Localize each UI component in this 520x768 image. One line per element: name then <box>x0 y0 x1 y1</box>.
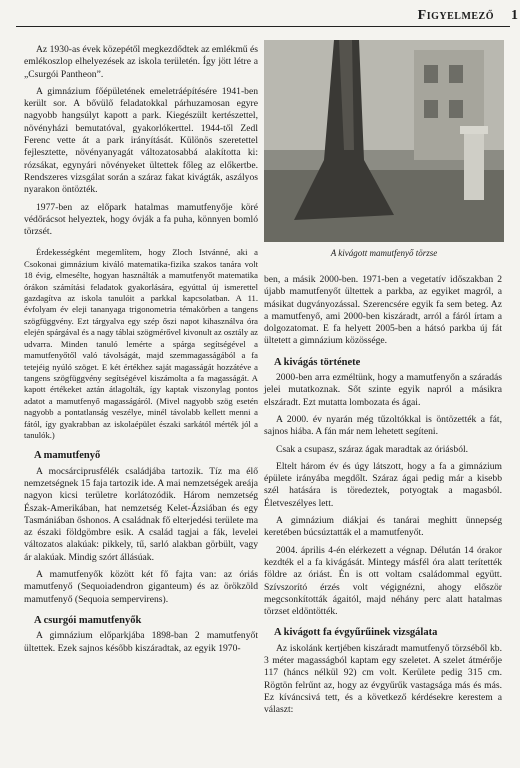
right-column <box>264 274 502 717</box>
left-column-top <box>24 44 258 655</box>
header-title: Figyelmező <box>417 8 494 23</box>
section-heading: A kivágott fa évgyűrűinek vizsgálata <box>274 627 438 639</box>
paragraph: A gimnázium diákjai és tanárai meghitt ünnepség keretében búcsúztatták el a mamutfenyőt. <box>264 515 502 539</box>
paragraph: A mamutfenyők között két fő fajta van: az óriás mamutfenyő (Sequoiadendron giganteum) és az örökzöld mamutfenyő (Sequoia sempervirens). <box>24 569 258 605</box>
page-header <box>0 0 520 34</box>
small-text-block <box>24 247 258 441</box>
tree-trunk-photo <box>264 40 504 242</box>
paragraph: ben, a másik 2000-ben. 1971-ben a vegetatív időszakban 2 újabb mamutfenyőt ültettek a parkba, az egyiket magról, a másikat dugványozással. Szerencsére egyik fa sem beteg. Az a mamutfenyő, ami 2000-ben kiszáradt, arról a fáról írtam a dolgozatomat. E fa helyett 2005-ben a hátsó parkba új fát ültetett a gimnázium közössége. <box>264 274 502 347</box>
paragraph: 2004. április 4-én elérkezett a végnap. Délután 14 órakor kezdték el a fa kivágását. Mintegy másfél óra alatt terítették földre az óriást. Én is ott voltam családommal együtt. Szívszorító érzés volt végignézni, ahogy először megcsonkították ágaitól, majd néhány perc alatt hatalmas törzset eldöntötték. <box>264 544 502 618</box>
section-heading: A csurgói mamutfenyők <box>34 614 142 626</box>
paragraph: 1977-ben az előpark hatalmas mamutfenyője köré védőrácsot helyeztek, hogy óvják a fa puha, könnyen bomló törzsét. <box>24 201 258 238</box>
small-paragraph: Érdekességként megemlítem, hogy Zloch Istvánné, aki a Csokonai gimnázium kiváló matematika-fizika szakos tanára volt 18 évig, elmesélte, hogyan használták a mamutfenyőt matematika órákon számítási feladatok gyakorlására, egyúttal új ismerettel gazdagítva az iskola tanulóit a parkkal kapcsolatban. A 11. évfolyam év eleji tananyaga trigonometria témakörben a tangens szögfüggvény. Ezt tárgyalva egy szép őszi napot kihasználva óra elején spárgával és a nagy táblai szögmérővel kivonult az osztály az udvarra. Minden tanuló lemérte a spárga segítségével a mamutfenyőtől való távolságát, majd szemmagasságából a fa tetejéig nyúló szöget. E két értékhez saját magasságát hozzátéve a tangens szögfüggvény segítségével kiszámolta a fa magasságát. A kapott értékeket aztán átlagolták, így kaptak viszonylag pontos adatot a mamutfenyő magasságáról. (Mivel nagyobb szög esetén nagyobb a pontatlanság veszélye, minél távolabb kellett menni a fától, így gyakrabban az iskolaépület északi sarkától mérték jól a tanulók.) <box>24 247 258 440</box>
paragraph: Az 1930-as évek közepétől megkezdődtek az emlékmű és emlékoszlop elhelyezések az iskola területén. Így jött létre a „Csurgói Pantheon”. <box>24 44 258 80</box>
photo-caption: A kivágott mamutfenyő törzse <box>330 248 438 258</box>
photo-illustration <box>264 40 504 242</box>
page-number: 1 <box>511 8 518 23</box>
header-rule <box>16 26 510 27</box>
section-heading: A kivágás története <box>274 356 361 368</box>
paragraph: 2000-ben arra ezméltünk, hogy a mamutfenyőn a száradás jelei mutatkoznak. Sőt szinte egyik napról a másikra elszáradt. Ezt mutatta lombozata és ágai. <box>264 372 502 408</box>
paragraph: A 2000. év nyarán még tűzoltókkal is öntözették a fát, sajnos hiába. A fán már nem lehetett segíteni. <box>264 413 502 438</box>
paragraph: A gimnázium főépületének emeletráépítésére 1941-ben került sor. A bővülő feladatokkal párhuzamosan egyre nagyobb hangsúlyt kapott a park. Kiegészült kertészettel, növényházi bemutatóval, gyakorlókerttel. 1944-től Zedl Ferenc vette át a park irányítását. Különös szeretettel fejlesztette, növényanyagát változatosabbá alakította ki: rózsákat, egynyári növényeket ültettek főleg az előkertbe. Rendszeres vizsgálat során a száraz fakat kivágták, aszályos nyarakon öntözték. <box>24 85 258 196</box>
paragraph: A mocsárciprusfélék családjába tartozik. Tíz ma élő nemzetségnek 15 faja tartozik ide. A mai nemzetségek areája nagyon kicsi területre korlátozódik. Három nemzetség Észak-Amerikában, hat nemzetség Kelet-Ázsiában és egy Tasmániában őshonos. A családnak fő elterjedési területe ma az északi földgömbre esik. A család tagjai a fák, levelei változatos alakúak: pikkely, tű, sarló alakban görbült, vagy ár alakúak. Mindig szórt állásúak. <box>24 465 258 563</box>
paragraph: A gimnázium előparkjába 1898-ban 2 mamutfenyőt ültettek. Ezek sajnos később kiszáradtak, az egyik 1970- <box>24 630 258 654</box>
paragraph: Az iskolánk kertjében kiszáradt mamutfenyő törzséből kb. 3 méter magasságból kaptam egy szeletet. A szelet átmérője 117 (háncs nélkül 92) cm volt. Kerülete pedig 315 cm. Rögtön felrűnt az, hogy az évgyűrűk vastagsága más és más. Ez kíváncsivá tett, és a következő kérdésekre kerestem a választ: <box>264 642 502 716</box>
paragraph: Csak a csupasz, száraz ágak maradtak az óriásból. <box>276 443 469 455</box>
paragraph: Eltelt három év és úgy látszott, hogy a fa a gimnázium épülete irányába megdőlt. Száraz ágai pedig már a kisebb szél hatására is töredeztek, potyogtak a magasból. Életveszélyes lett. <box>264 460 502 509</box>
section-heading: A mamutfenyő <box>34 450 101 462</box>
